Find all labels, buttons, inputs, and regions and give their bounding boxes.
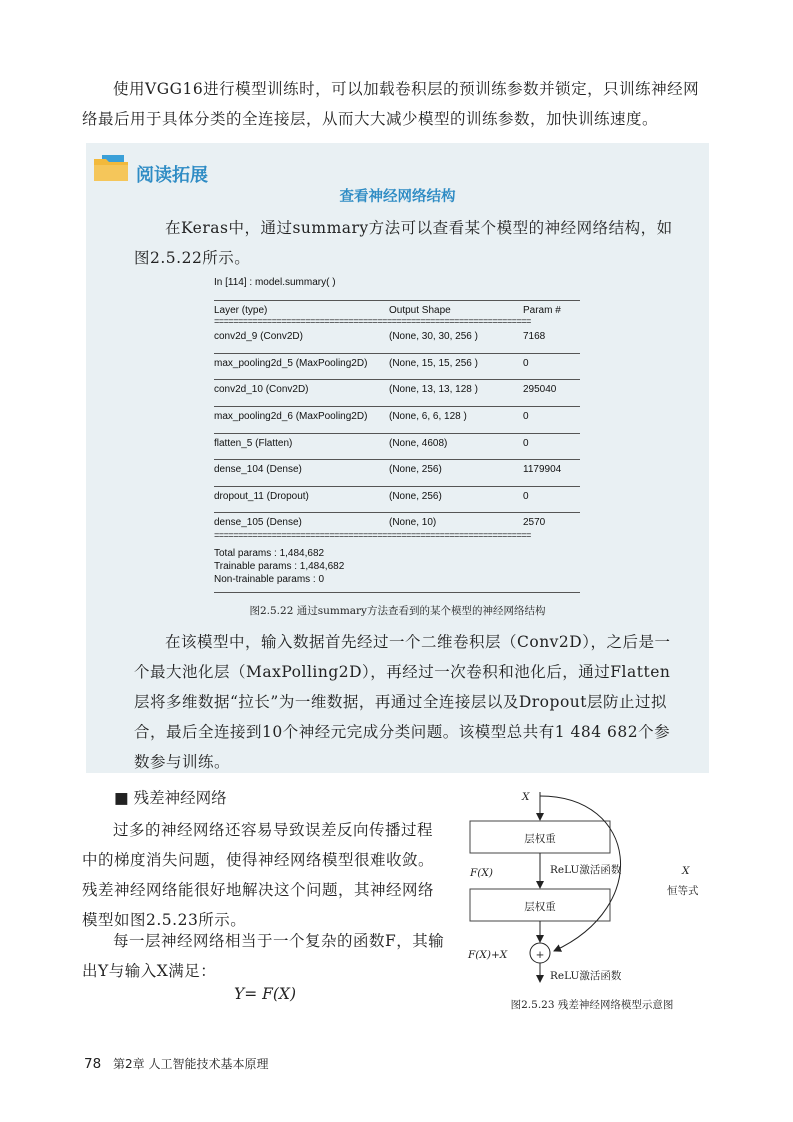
shape-cell: (None, 6, 6, 128 ) [389,411,467,422]
page-footer [84,1055,268,1072]
layer-weight-label-1: 层权重 [524,833,556,845]
layer-cell: dense_105 (Dense) [214,517,302,528]
residual-paragraph-2: 每一层神经网络相当于一个复杂的函数F，其输出Y与输入X满足： [82,932,445,980]
plus-symbol: + [535,949,545,961]
param-cell: 0 [523,438,529,449]
param-cell: 0 [523,411,529,422]
fx-label: F(X) [470,867,493,879]
layer-cell: dense_104 (Dense) [214,464,302,475]
layer-cell: dropout_11 (Dropout) [214,491,309,502]
chapter-title: 第2章 人工智能技术基本原理 [113,1057,269,1071]
identity-label: 恒等式 [667,885,699,897]
layer-cell: conv2d_9 (Conv2D) [214,331,303,342]
section-heading-residual: ■ 残差神经网络 [114,789,227,807]
header-top-rule [214,300,580,301]
param-cell: 0 [523,358,529,369]
separator-line: ================================================================== [214,531,531,541]
shape-cell: (None, 10) [389,517,437,528]
row-rule [214,433,580,434]
separator-line: ================================================================== [214,317,531,327]
col-header-layer: Layer (type) [214,305,268,316]
row-rule [214,459,580,460]
param-cell: 295040 [523,384,557,395]
shape-cell: (None, 4608) [389,438,448,449]
col-header-shape: Output Shape [389,305,451,316]
input-x-label: X [522,791,530,803]
identity-x-label: X [682,865,690,877]
layer-cell: max_pooling2d_5 (MaxPooling2D) [214,358,368,369]
sum-label: F(X)+X [468,949,508,961]
relu-label-2: ReLU激活函数 [550,970,622,982]
layer-cell: conv2d_10 (Conv2D) [214,384,309,395]
param-cell: 2570 [523,517,546,528]
non-trainable-params: Non-trainable params : 0 [214,574,325,585]
code-prompt: In [114] : model.summary( ) [214,277,336,288]
folder-icon [92,153,130,183]
col-header-param: Param # [523,305,561,316]
table-row [214,438,580,464]
box-paragraph-2: 在该模型中，输入数据首先经过一个二维卷积层（Conv2D），之后是一个最大池化层（MaxPolling2D），再经过一次卷积和池化后，通过Flatten层将多维数据“拉长”为一维数据，再通过全连接层以及Dropout层防止过拟合，最后全连接到10个神经元完成分类问题。该模型总共有1 484 682个参数参与训练。 [134,633,671,771]
intro-paragraph: 使用VGG16进行模型训练时，可以加载卷积层的预训练参数并锁定，只训练神经网络最后用于具体分类的全连接层，从而大大减少模型的训练参数，加快训练速度。 [82,80,700,128]
reading-extension-box [86,143,709,773]
row-rule [214,512,580,513]
shape-cell: (None, 256) [389,491,442,502]
param-cell: 1179904 [523,464,562,475]
shape-cell: (None, 15, 15, 256 ) [389,358,478,369]
residual-paragraph-1: 过多的神经网络还容易导致误差反向传播过程中的梯度消失问题，使得神经网络模型很难收敛。残差神经网络能很好地解决这个问题，其神经网络模型如图2.5.23所示。 [82,821,435,929]
page-number: 78 [84,1056,102,1072]
layer-weight-label-2: 层权重 [524,901,556,913]
box-title: 阅读拓展 [136,165,208,186]
shape-cell: (None, 13, 13, 128 ) [389,384,478,395]
relu-label-1: ReLU激活函数 [550,864,622,876]
residual-block-diagram [462,786,722,986]
figure-caption-2-5-23: 图2.5.23 残差神经网络模型示意图 [510,999,674,1011]
summary-bottom-rule [214,592,580,593]
param-cell: 7168 [523,331,546,342]
layer-cell: flatten_5 (Flatten) [214,438,293,449]
shape-cell: (None, 256) [389,464,442,475]
total-params: Total params : 1,484,682 [214,548,325,559]
table-row [214,491,580,517]
row-rule [214,379,580,380]
shape-cell: (None, 30, 30, 256 ) [389,331,478,342]
row-rule [214,406,580,407]
table-row [214,358,580,384]
formula: Y= F(X) [233,985,297,1003]
figure-caption-2-5-22: 图2.5.22 通过summary方法查看到的某个模型的神经网络结构 [249,605,546,617]
row-rule [214,486,580,487]
row-rule [214,353,580,354]
box-paragraph-1: 在Keras中，通过summary方法可以查看某个模型的神经网络结构，如图2.5.22所示。 [134,219,673,267]
trainable-params: Trainable params : 1,484,682 [214,561,345,572]
layer-cell: max_pooling2d_6 (MaxPooling2D) [214,411,368,422]
box-subtitle: 查看神经网络结构 [339,189,456,205]
param-cell: 0 [523,491,529,502]
